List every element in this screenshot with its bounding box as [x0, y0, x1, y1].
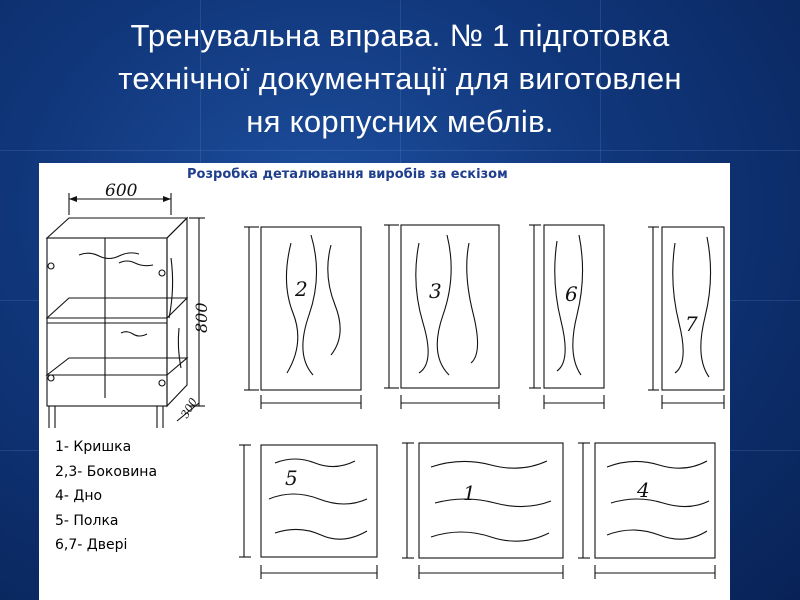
- part-number: 2: [295, 277, 308, 301]
- part-4-sketch: [578, 443, 715, 579]
- part-1-sketch: [402, 443, 563, 579]
- part-number: 1: [463, 481, 476, 505]
- legend-item: 2,3- Боковина: [55, 463, 158, 480]
- slide-title-line: технічної документації для виготовлен: [118, 61, 682, 96]
- part-number: 4: [637, 478, 650, 502]
- depth-dimension: 300: [178, 395, 201, 421]
- part-5-sketch: [239, 445, 377, 579]
- legend-item: 1- Кришка: [55, 439, 132, 455]
- part-number: 7: [685, 312, 698, 336]
- slide-title-line: ня корпусних меблів.: [246, 104, 554, 139]
- legend-item: 5- Полка: [55, 512, 119, 529]
- part-7-sketch: [648, 227, 724, 409]
- legend-item: 6,7- Двері: [55, 537, 128, 553]
- part-3-sketch: [384, 225, 499, 409]
- cabinet-sketch: [47, 181, 211, 428]
- drawing-subtitle: Розробка деталювання виробів за ескізом: [187, 167, 508, 182]
- slide-title: [0, 14, 800, 143]
- part-6-sketch: [529, 225, 604, 409]
- height-dimension: 800: [192, 302, 211, 333]
- part-number: 3: [429, 279, 442, 303]
- part-number: 6: [565, 282, 578, 306]
- part-2-sketch: [244, 227, 361, 409]
- parts-legend: [47, 435, 235, 565]
- width-dimension: 600: [105, 181, 138, 201]
- slide-title-line: Тренувальна вправа. № 1 підготовка: [130, 18, 670, 53]
- legend-item: 4- Дно: [55, 488, 103, 504]
- part-number: 5: [285, 466, 298, 490]
- drawing-panel: [39, 163, 730, 600]
